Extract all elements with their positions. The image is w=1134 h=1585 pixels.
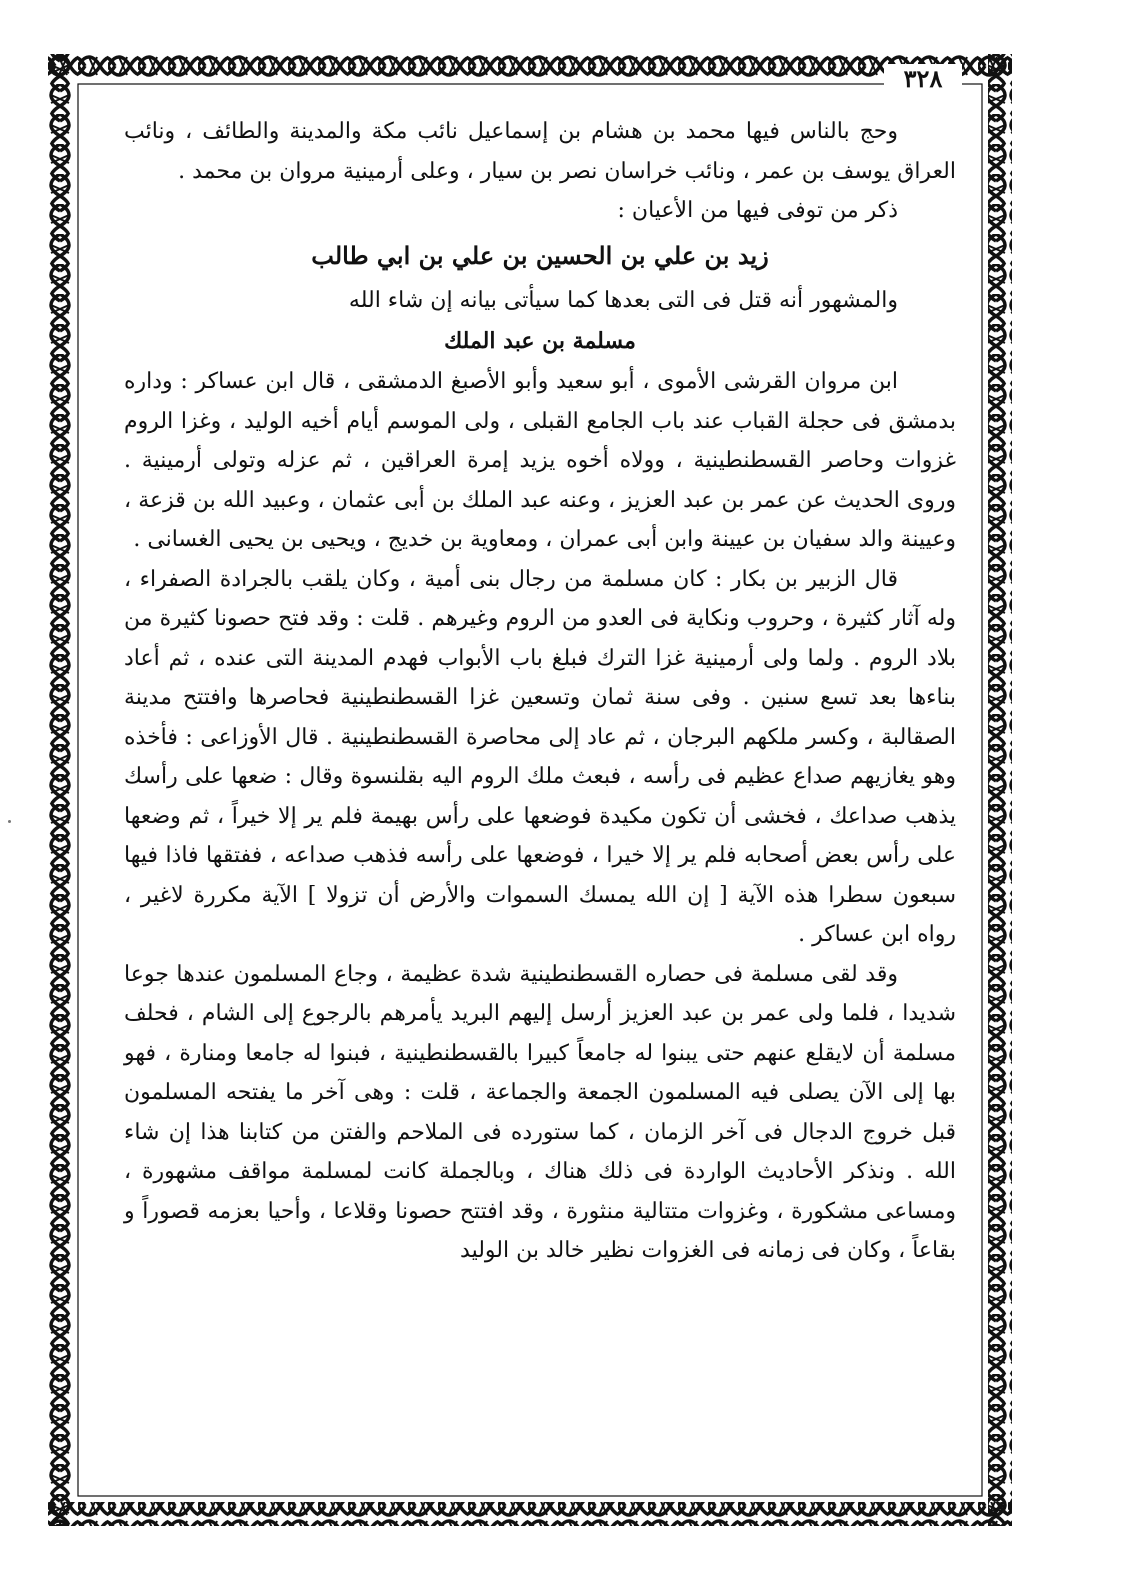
paragraph-hajj: وحج بالناس فيها محمد بن هشام بن إسماعيل نائب مكة والمدينة والطائف ، ونائب العراق يوسف بن عمر ، ونائب خراسان نصر بن سيار ، وعلى أرمينية مروان بن محمد . xyxy=(124,119,956,184)
page-number: ٣٢٨ xyxy=(884,64,962,94)
paragraph-maslama-bio: ابن مروان القرشى الأموى ، أبو سعيد وأبو الأصبغ الدمشقى ، قال ابن عساكر : وداره بدمشق فى حجلة القباب عند باب الجامع القبلى ، ولى الموسم أيام أخيه الوليد ، وغزا الروم غزوات وحاصر القسطنطينية ، وولاه أخوه يزيد إمرة العراقين ، ثم عزله وتولى أرمينية . وروى الحديث عن عمر بن عبد العزيز ، وعنه عبد الملك بن أبى عثمان ، وعبيد الله بن قزعة ، وعيينة والد سفيان بن عيينة وابن أبى عمران ، ومعاوية بن خديج ، ويحيى بن يحيى الغسانى . xyxy=(124,369,956,552)
paragraph-zaid: والمشهور أنه قتل فى التى بعدها كما سيأتى بيانه إن شاء الله xyxy=(348,287,898,313)
page-body xyxy=(124,112,956,1271)
paragraph-zubayr: قال الزبير بن بكار : كان مسلمة من رجال بنى أمية ، وكان يلقب بالجرادة الصفراء ، وله آثار كثيرة ، وحروب ونكاية فى العدو من الروم وغيرهم . قلت : وقد فتح حصونا كثيرة من بلاد الروم . ولما ولى أرمينية غزا الترك فبلغ باب الأبواب فهدم المدينة التى عنده ، ثم أعاد بناءها بعد تسع سنين . وفى سنة ثمان وتسعين غزا القسطنطينية فحاصرها وافتتح مدينة الصقالبة ، وكسر ملكهم البرجان ، ثم عاد إلى محاصرة القسطنطينية . قال الأوزاعى : فأخذه وهو يغازيهم صداع عظيم فى رأسه ، فبعث ملك الروم اليه بقلنسوة وقال : ضعها على رأسك يذهب صداعك ، فخشى أن تكون مكيدة فوضعها على رأس بهيمة فلم ير إلا خيراً ، ثم وضعها على رأس بعض أصحابه فلم ير إلا خيرا ، فوضعها على رأسه فذهب صداعه ، ففتقها فاذا فيها سبعون سطرا هذه الآية [ إن الله يمسك السموات والأرض أن تزولا ] الآية مكررة لاغير ، رواه ابن عساكر . xyxy=(124,566,956,947)
paragraph-deaths-intro: ذكر من توفى فيها من الأعيان : xyxy=(617,198,898,223)
scan-speck xyxy=(8,820,11,823)
heading-zaid: زيد بن علي بن الحسين بن علي بن ابي طالب xyxy=(311,240,769,270)
paragraph-siege: وقد لقى مسلمة فى حصاره القسطنطينية شدة عظيمة ، وجاع المسلمون عندها جوعا شديدا ، فلما ولى عمر بن عبد العزيز أرسل إليهم البريد يأمرهم بالرجوع إلى الشام ، فحلف مسلمة أن لايقلع عنهم حتى يبنوا له جامعاً كبيرا بالقسطنطينية ، فبنوا له جامعا ومنارة ، فهو بها إلى الآن يصلى فيه المسلمون الجمعة والجماعة ، قلت : وهى آخر ما يفتحه المسلمون قبل خروج الدجال فى آخر الزمان ، كما ستورده فى الملاحم والفتن من كتابنا هذا إن شاء الله . ونذكر الأحاديث الواردة فى ذلك هناك ، وبالجملة كانت لمسلمة مواقف مشهورة ، ومساعى مشكورة ، وغزوات متتالية منثورة ، وقد افتتح حصونا وقلاعا ، وأحيا بعزمه قصوراً و بقاعاً ، وكان فى زمانه فى الغزوات نظير خالد بن الوليد xyxy=(124,961,956,1263)
heading-maslama: مسلمة بن عبد الملك xyxy=(444,328,636,354)
